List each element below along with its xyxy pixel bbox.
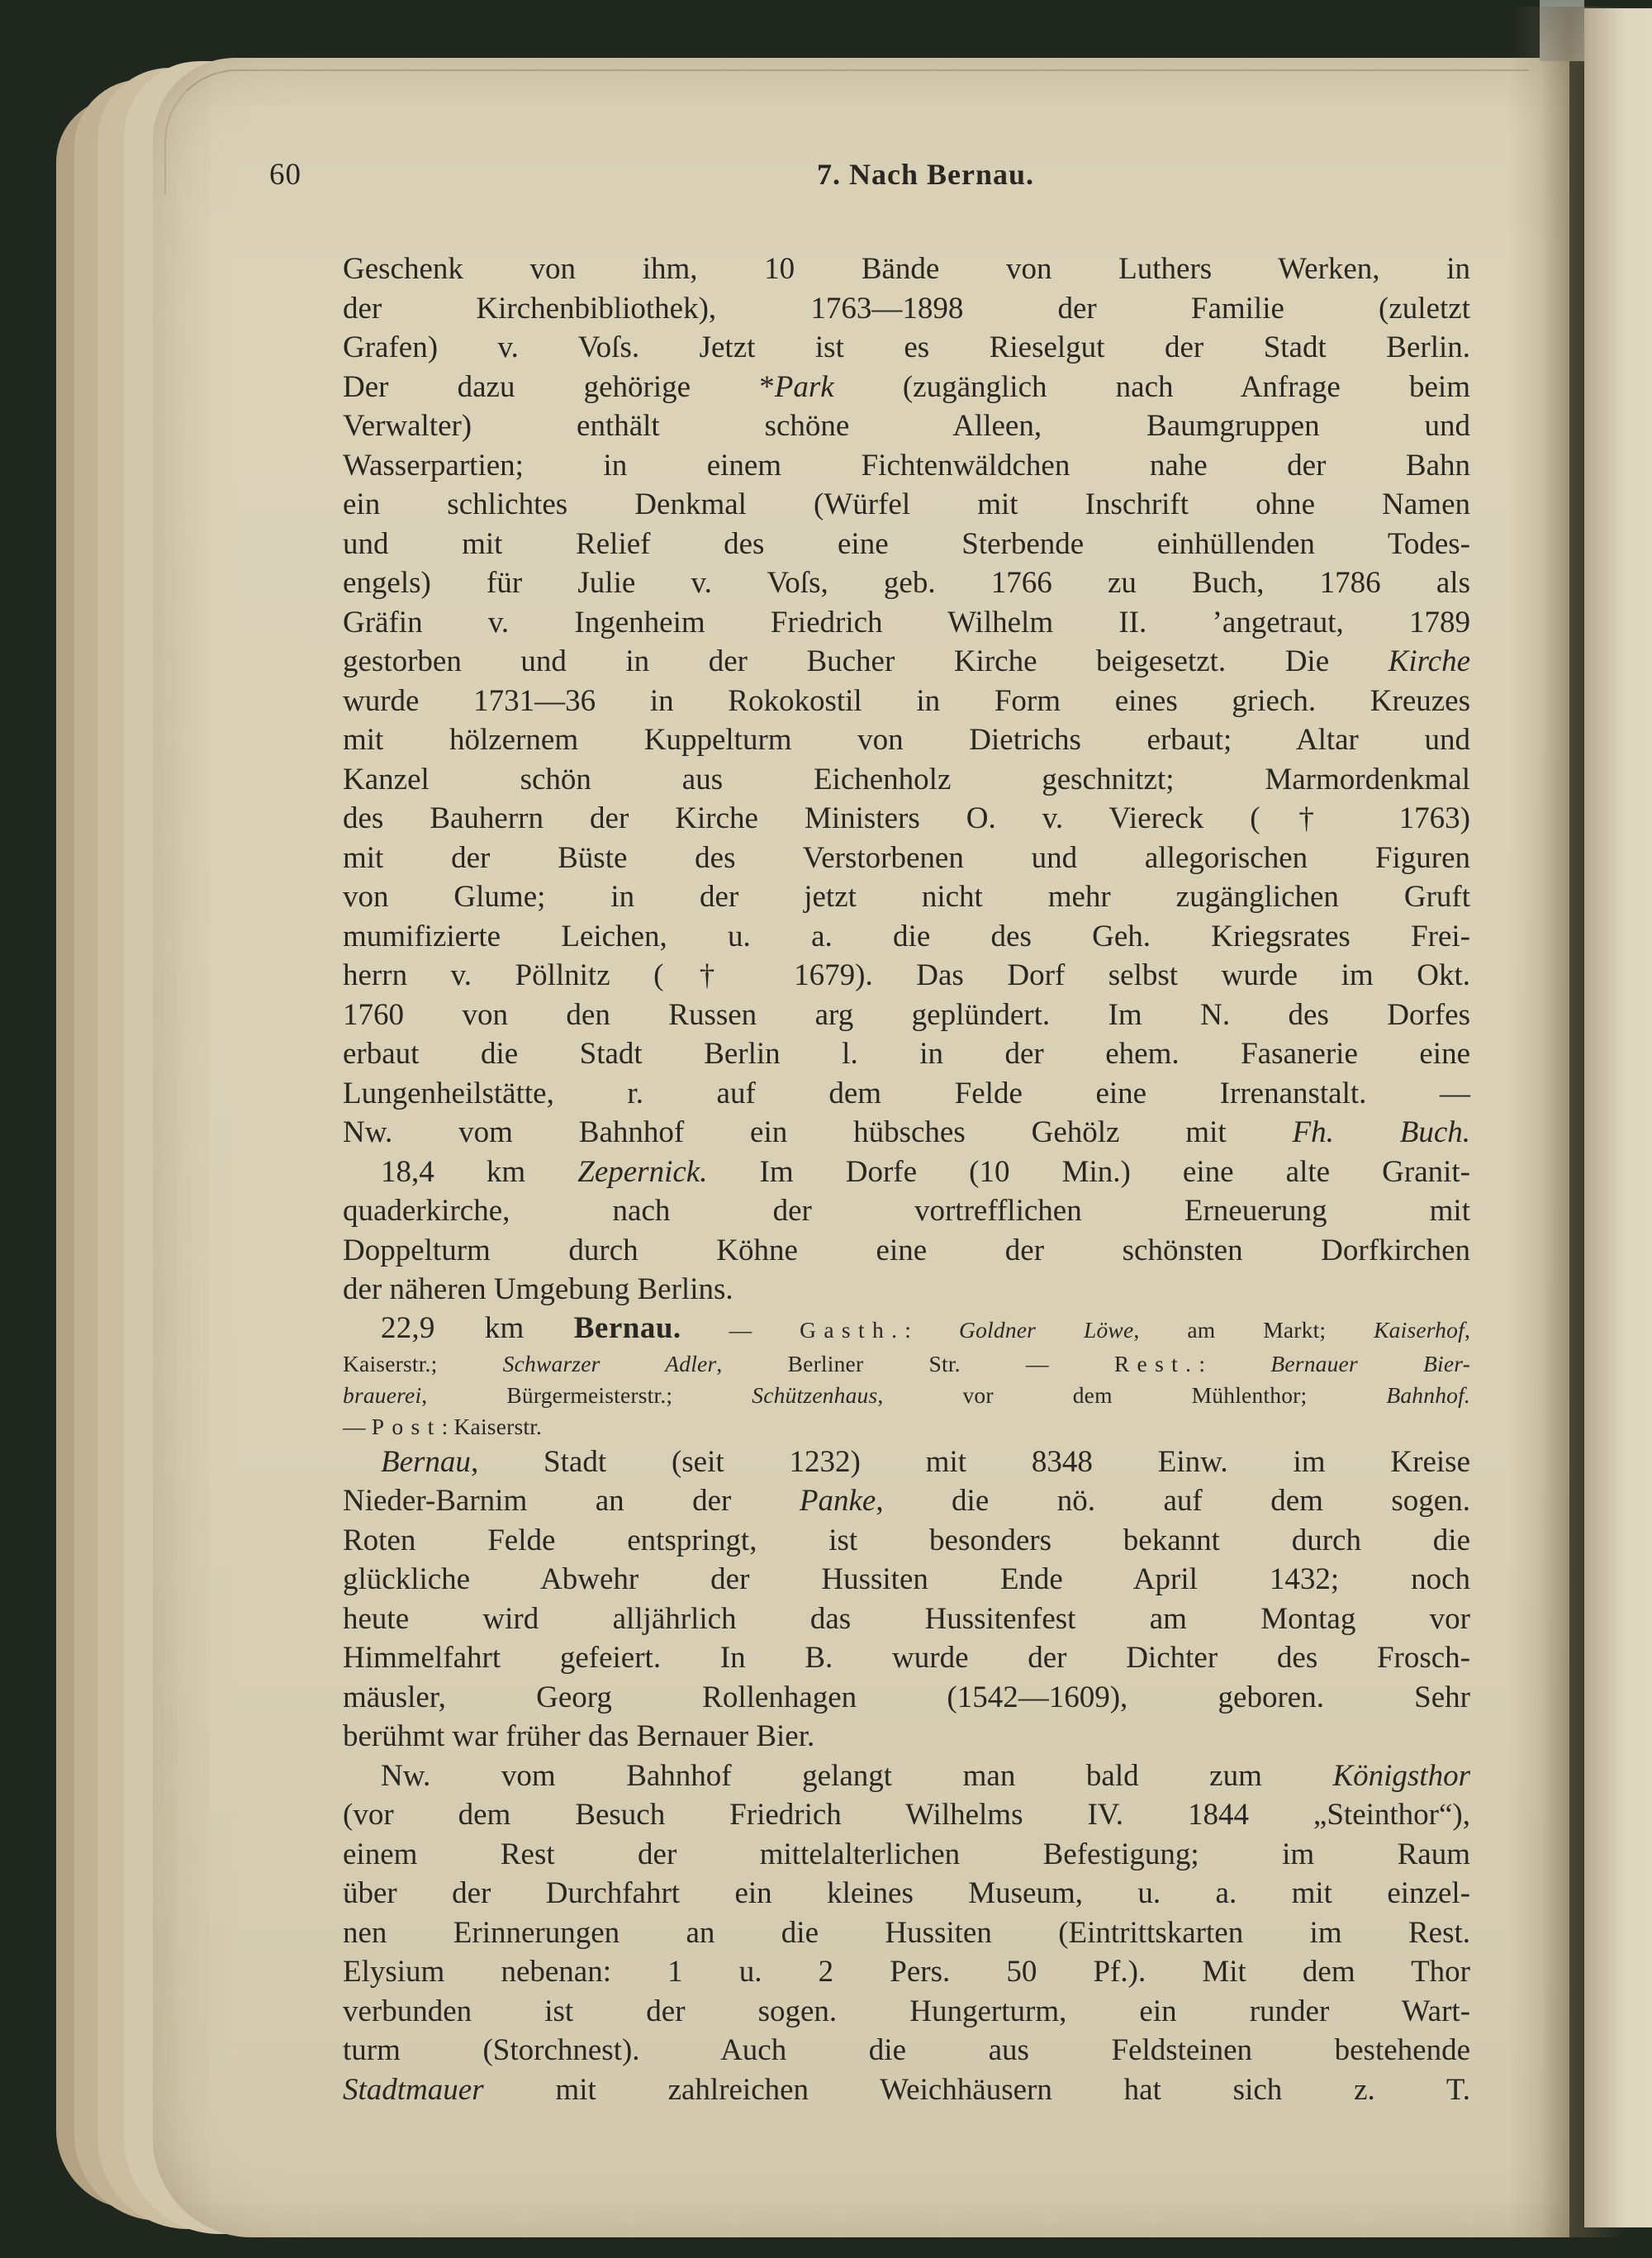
text-segment: erbaut die Stadt Berlin l. in der ehem. Fasanerie eine: [343, 1037, 1470, 1071]
page-text: [343, 250, 1470, 2109]
text-segment: turm (Storchnest). Auch die aus Feldsteinen bestehende: [343, 2033, 1470, 2067]
text-line: [343, 446, 1470, 486]
text-line: [343, 1638, 1470, 1678]
text-line: [343, 760, 1470, 800]
text-segment: mit zahlreichen Weichhäusern hat sich z. T.: [483, 2072, 1470, 2107]
text-line: [343, 1074, 1470, 1114]
text-line: [343, 996, 1470, 1035]
text-segment: , am Markt;: [1133, 1316, 1374, 1343]
text-segment: engels) für Julie v. Voſs, geb. 1766 zu Buch, 1786 als: [343, 566, 1470, 600]
text-line: [343, 2031, 1470, 2070]
text-line: [343, 1521, 1470, 1561]
text-segment: , Berliner Str. —: [716, 1350, 1114, 1376]
text-line: [343, 720, 1470, 760]
text-line: [343, 1795, 1470, 1835]
text-line: [343, 642, 1470, 682]
text-line: [343, 1113, 1470, 1153]
text-line: [343, 1153, 1470, 1192]
text-segment: Fh. Buch.: [1292, 1115, 1470, 1149]
text-line: [343, 1952, 1470, 1992]
text-line: [343, 525, 1470, 564]
text-segment: , Bürgermeisterstr.;: [421, 1381, 752, 1408]
text-line: [343, 956, 1470, 996]
text-segment: Post: [371, 1413, 442, 1439]
text-segment: gestorben und in der Bucher Kirche beigesetzt. Die: [343, 644, 1389, 678]
text-line: [343, 1756, 1470, 1796]
text-segment: Doppelturm durch Köhne eine der schönsten Dorfkirchen: [343, 1233, 1470, 1267]
text-segment: Zepernick.: [577, 1154, 708, 1189]
text-line: [343, 799, 1470, 839]
text-segment: Schützenhaus: [752, 1381, 878, 1408]
text-segment: Königsthor: [1332, 1758, 1470, 1793]
text-segment: heute wird alljährlich das Hussitenfest am Montag vor: [343, 1601, 1470, 1636]
text-line: [343, 1874, 1470, 1913]
text-segment: Grafen) v. Voſs. Jetzt ist es Rieselgut der Stadt Berlin.: [343, 330, 1470, 364]
text-segment: , vor dem Mühlenthor;: [877, 1381, 1387, 1408]
text-line: [343, 1481, 1470, 1521]
text-segment: einem Rest der mittelalterlichen Befestigung; im Raum: [343, 1837, 1470, 1871]
text-segment: mumifizierte Leichen, u. a. die des Geh. Kriegsrates Frei-: [343, 919, 1470, 953]
text-segment: , Stadt (seit 1232) mit 8348 Einw. im Kreise: [470, 1444, 1470, 1479]
text-segment: mit hölzernem Kuppelturm von Dietrichs erbaut; Altar und: [343, 723, 1470, 757]
text-segment: Park: [774, 369, 834, 404]
text-line: [343, 1678, 1470, 1718]
text-segment: Wasserpartien; in einem Fichtenwäldchen nahe der Bahn: [343, 448, 1470, 482]
text-line: [343, 877, 1470, 917]
text-line: [343, 917, 1470, 957]
text-segment: von Glume; in der jetzt nicht mehr zugänglichen Gruft: [343, 880, 1470, 914]
text-segment: über der Durchfahrt ein kleines Museum, u. a. mit einzel-: [343, 1876, 1470, 1910]
text-segment: —: [343, 1413, 372, 1439]
text-line: [343, 1835, 1470, 1875]
text-segment: 18,4 km: [381, 1154, 578, 1189]
text-segment: Gräfin v. Ingenheim Friedrich Wilhelm II. ’angetraut, 1789: [343, 605, 1470, 639]
text-segment: Schwarzer Adler: [502, 1350, 717, 1376]
text-segment: nen Erinnerungen an die Hussiten (Eintrittskarten im Rest.: [343, 1915, 1470, 1950]
text-segment: (zugänglich nach Anfrage beim: [833, 369, 1470, 404]
text-line: [343, 368, 1470, 407]
text-segment: verbunden ist der sogen. Hungerturm, ein runder Wart-: [343, 1994, 1470, 2028]
text-line: [343, 1231, 1470, 1271]
text-segment: Nieder-Barnim an der: [343, 1484, 800, 1518]
text-segment: und mit Relief des eine Sterbende einhüllenden Todes-: [343, 526, 1470, 561]
text-line: [343, 250, 1470, 289]
text-segment: 22,9 km: [381, 1310, 574, 1345]
text-segment: der näheren Umgebung Berlins.: [343, 1272, 733, 1306]
text-segment: Kaiserhof: [1374, 1316, 1464, 1343]
text-segment: Bernauer Bier-: [1270, 1350, 1470, 1376]
text-line: [343, 406, 1470, 446]
text-segment: ,: [1464, 1316, 1471, 1343]
text-segment: brauerei: [343, 1381, 422, 1408]
text-line: [343, 563, 1470, 603]
text-segment: Geschenk von ihm, 10 Bände von Luthers Werken, in: [343, 252, 1470, 286]
text-line: [343, 1913, 1470, 1953]
text-segment: Kanzel schön aus Eichenholz geschnitzt; Marmordenkmal: [343, 762, 1470, 796]
text-segment: —: [681, 1316, 800, 1343]
running-header: 7. Nach Bernau.: [816, 158, 1034, 191]
text-line: [343, 1034, 1470, 1074]
text-segment: Goldner Löwe: [959, 1316, 1134, 1343]
text-segment: Bernau: [381, 1444, 471, 1479]
text-line: [343, 603, 1470, 643]
text-segment: 1760 von den Russen arg geplündert. Im N. des Dorfes: [343, 997, 1470, 1032]
text-segment: Nw. vom Bahnhof gelangt man bald zum: [381, 1758, 1333, 1793]
text-segment: quaderkirche, nach der vortrefflichen Erneuerung mit: [343, 1194, 1470, 1228]
text-segment: wurde 1731—36 in Rokokostil in Form eines griech. Kreuzes: [343, 683, 1470, 718]
text-segment: : Kaiserstr.: [441, 1413, 543, 1439]
text-segment: Im Dorfe (10 Min.) eine alte Granit-: [707, 1154, 1471, 1189]
text-segment: :: [1199, 1350, 1271, 1376]
text-line: [343, 328, 1470, 368]
text-line: [343, 1992, 1470, 2032]
text-segment: Himmelfahrt gefeiert. In B. wurde der Dichter des Frosch-: [343, 1641, 1470, 1675]
text-segment: berühmt war früher das Bernauer Bier.: [343, 1719, 815, 1753]
text-segment: Bahnhof.: [1386, 1381, 1471, 1408]
text-line: [343, 485, 1470, 525]
text-segment: mäusler, Georg Rollenhagen (1542—1609), geboren. Sehr: [343, 1680, 1470, 1714]
text-line: [343, 1560, 1470, 1600]
text-line: [343, 1411, 1470, 1443]
page-number: 60: [269, 158, 301, 192]
text-line: [343, 839, 1470, 878]
text-line: [343, 1443, 1470, 1482]
text-line: [343, 1191, 1470, 1231]
text-segment: Stadtmauer: [343, 2072, 484, 2107]
text-line: [343, 682, 1470, 721]
text-line: [343, 289, 1470, 329]
text-segment: Nw. vom Bahnhof ein hübsches Gehölz mit: [343, 1115, 1293, 1149]
text-segment: ein schlichtes Denkmal (Würfel mit Inschrift ohne Namen: [343, 487, 1470, 521]
text-segment: Lungenheilstätte, r. auf dem Felde eine Irrenanstalt. —: [343, 1076, 1470, 1110]
text-segment: Rest.: [1113, 1350, 1199, 1376]
text-line: [343, 1717, 1470, 1756]
text-segment: Panke: [799, 1484, 876, 1518]
text-segment: der Kirchenbibliothek), 1763—1898 der Familie (zuletzt: [343, 291, 1470, 326]
text-segment: Gasth.: [800, 1316, 905, 1343]
text-segment: , die nö. auf dem sogen.: [876, 1484, 1470, 1518]
text-segment: mit der Büste des Verstorbenen und allegorischen Figuren: [343, 840, 1470, 875]
text-segment: Roten Felde entspringt, ist besonders bekannt durch die: [343, 1523, 1470, 1557]
text-segment: herrn v. Pöllnitz († 1679). Das Dorf selbst wurde im Okt.: [343, 958, 1470, 992]
text-line: [343, 1348, 1470, 1380]
text-segment: Der dazu gehörige *: [343, 369, 775, 404]
text-segment: Kaiserstr.;: [343, 1350, 503, 1376]
text-segment: Verwalter) enthält schöne Alleen, Baumgruppen und: [343, 409, 1470, 443]
text-line: [343, 1380, 1470, 1411]
text-segment: :: [904, 1316, 960, 1343]
text-segment: Kirche: [1388, 644, 1470, 678]
page-gutter-shadow: [1508, 7, 1624, 2237]
text-segment: Elysium nebenan: 1 u. 2 Pers. 50 Pf.). Mit dem Thor: [343, 1955, 1470, 1989]
text-segment: glückliche Abwehr der Hussiten Ende April 1432; noch: [343, 1562, 1470, 1596]
text-segment: des Bauherrn der Kirche Ministers O. v. Viereck († 1763): [343, 801, 1470, 835]
text-segment: (vor dem Besuch Friedrich Wilhelms IV. 1844 „Steinthor“),: [343, 1798, 1470, 1832]
text-line: [343, 1600, 1470, 1639]
text-line: [343, 2070, 1470, 2110]
text-line: [343, 1270, 1470, 1310]
text-line: [343, 1310, 1470, 1348]
text-segment: Bernau.: [573, 1310, 681, 1345]
